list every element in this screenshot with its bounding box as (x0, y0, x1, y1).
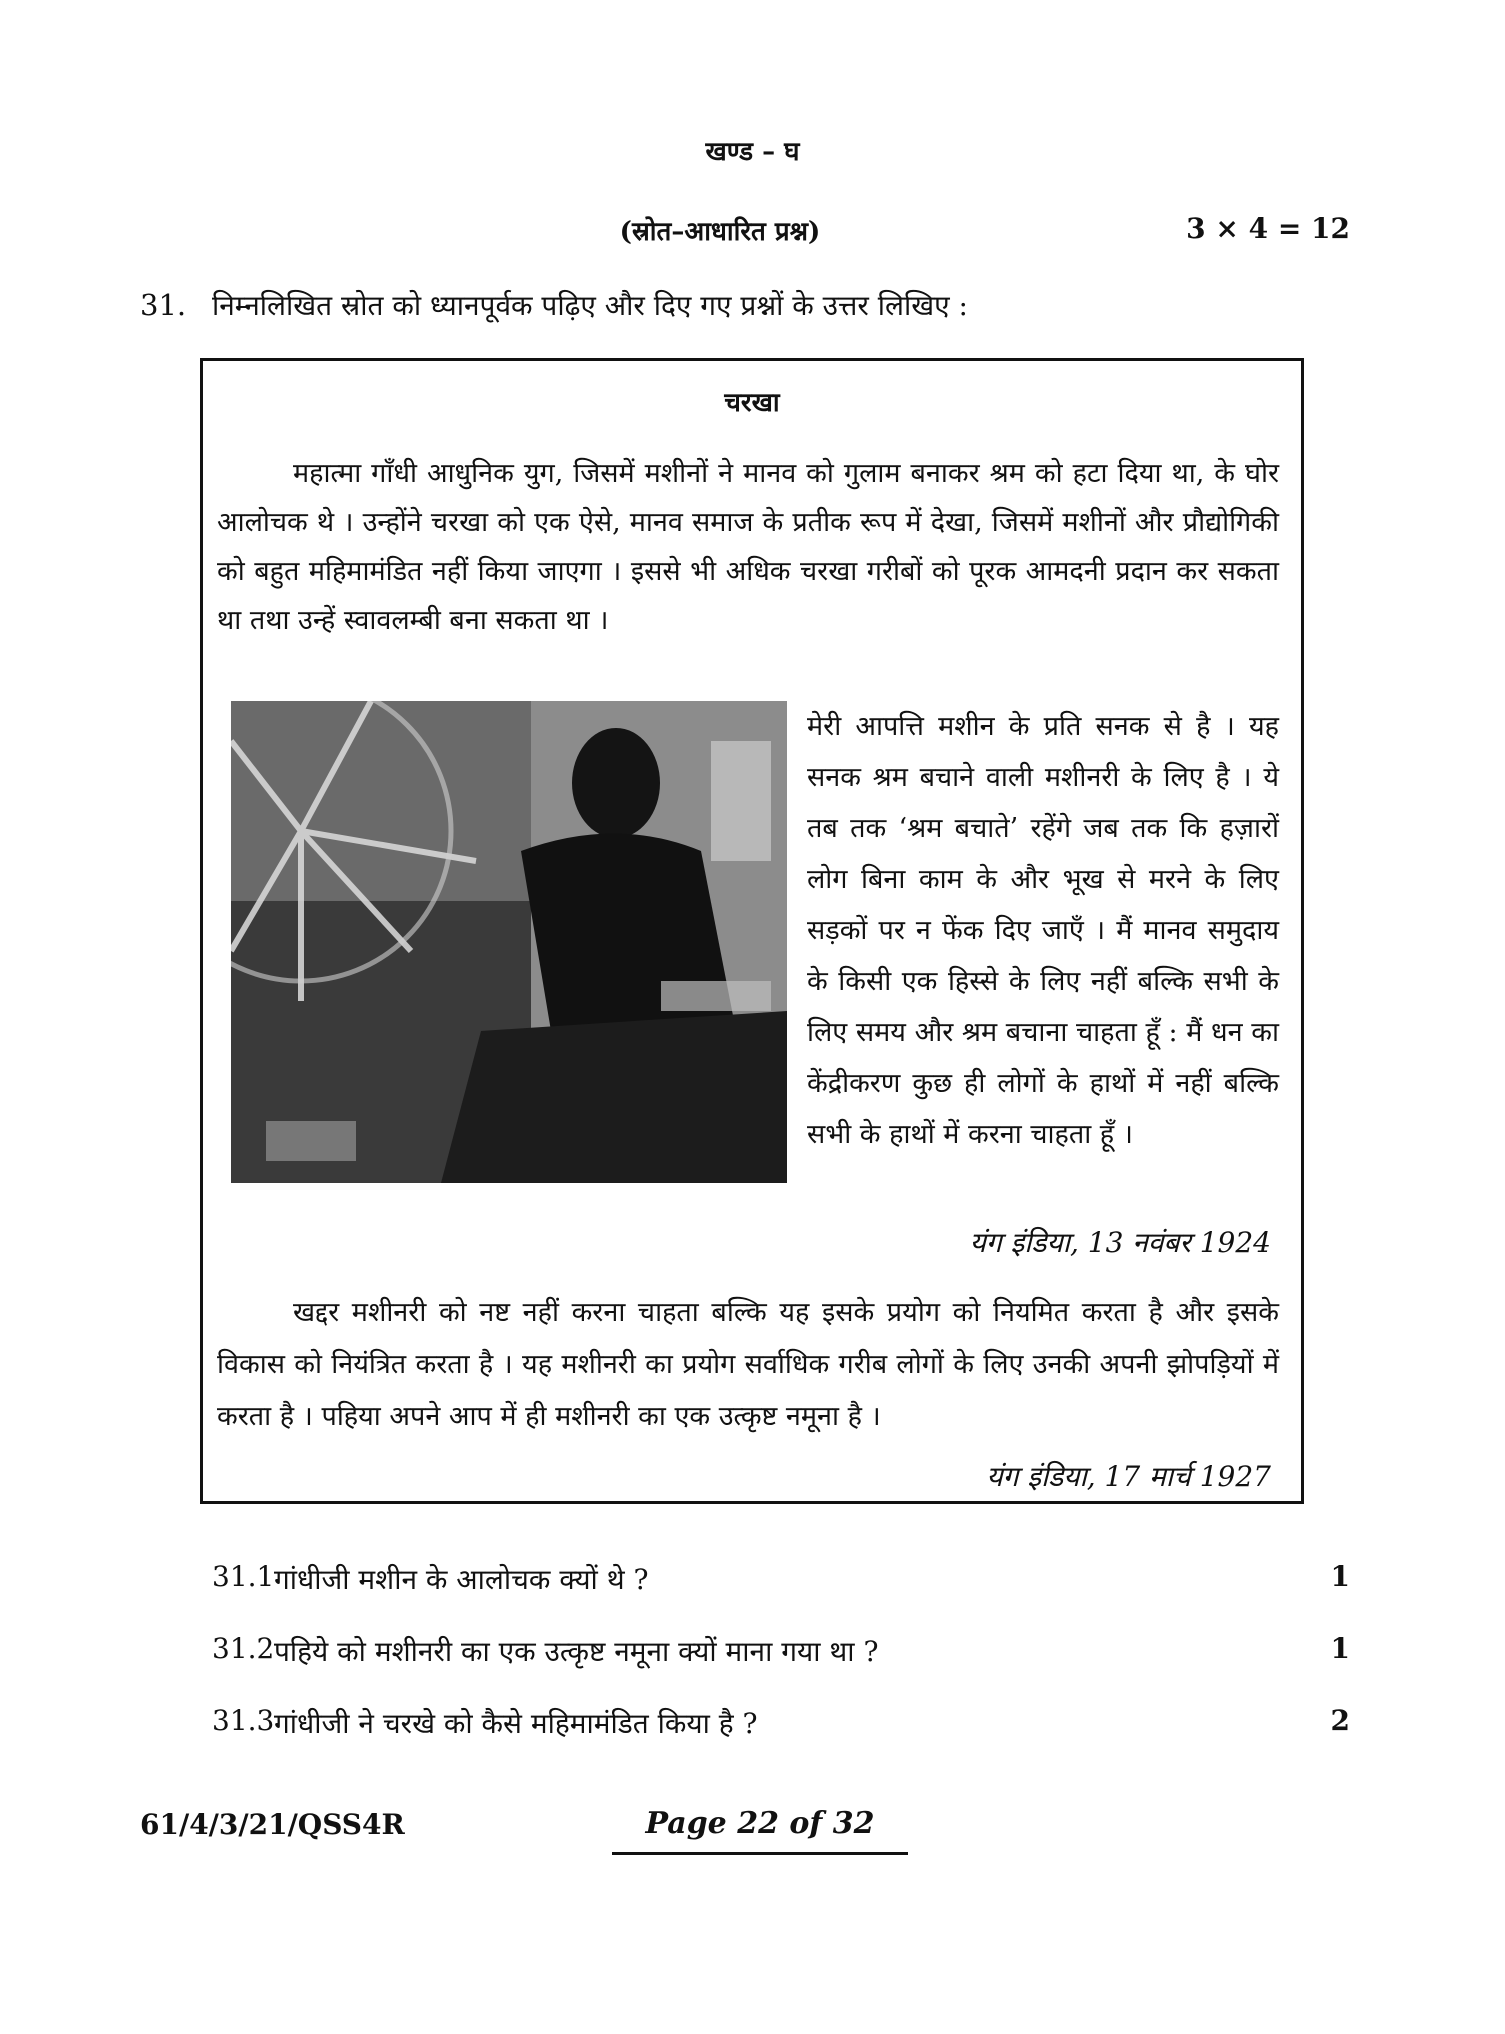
source-paragraph-2: खद्दर मशीनरी को नष्ट नहीं करना चाहता बल्कि यह इसके प्रयोग को नियमित करता है और इसके विकास को नियंत्रित करता है । यह मशीनरी का प्रयोग सर्वाधिक गरीब लोगों के लिए उनकी अपनी झोपड़ियों में करता है । पहिया अपने आप में ही मशीनरी का एक उत्कृष्ट नमूना है । (217, 1297, 1279, 1432)
section-title: खण्ड – घ (705, 137, 800, 167)
quote-citation: यंग इंडिया, 13 नवंबर 1924 (969, 1226, 1271, 1259)
paragraph-2-citation: यंग इंडिया, 17 मार्च 1927 (986, 1460, 1271, 1493)
subquestion-marks: 2 (1330, 1704, 1350, 1737)
source-box (200, 358, 1304, 1504)
subquestion-marks: 1 (1330, 1560, 1350, 1593)
paper-code: 61/4/3/21/QSS4R (140, 1808, 405, 1841)
subquestion-marks: 1 (1330, 1632, 1350, 1665)
gandhi-quote: मेरी आपत्ति मशीन के प्रति सनक से है । यह सनक श्रम बचाने वाली मशीनरी के लिए है । ये तब तक ‘श्रम बचाते’ रहेंगे जब तक कि हज़ारों लोग बिना काम के और भूख से मरने के लिए सड़कों पर न फेंक दिए जाएँ । मैं मानव समुदाय के किसी एक हिस्से के लिए नहीं बल्कि सभी के लिए समय और श्रम बचाना चाहता हूँ : मैं धन का केंद्रीकरण कुछ ही लोगों के हाथों में नहीं बल्कि सभी के हाथों में करना चाहता हूँ । (807, 711, 1279, 1150)
subquestion-text: गांधीजी मशीन के आलोचक क्यों थे ? (274, 1563, 649, 1596)
question-number: 31. (140, 288, 187, 322)
subquestion-31-2 (212, 1632, 1350, 1672)
source-title: चरखा (724, 388, 780, 418)
source-paragraph-1: महात्मा गाँधी आधुनिक युग, जिसमें मशीनों ने मानव को गुलाम बनाकर श्रम को हटा दिया था, के घोर आलोचक थे । उन्होंने चरखा को एक ऐसे, मानव समाज के प्रतीक रूप में देखा, जिसमें मशीनों और प्रौद्योगिकी को बहुत महिमामंडित नहीं किया जाएगा । इससे भी अधिक चरखा गरीबों को पूरक आमदनी प्रदान कर सकता था तथा उन्हें स्वावलम्बी बना सकता था । (217, 458, 1279, 636)
subquestion-number: 31.1 (212, 1560, 275, 1593)
page-number-underline (612, 1852, 908, 1855)
subquestion-31-1 (212, 1560, 1350, 1600)
section-subtitle: (स्रोत–आधारित प्रश्न) (619, 217, 821, 247)
spinning-wheel-photo (231, 701, 787, 1183)
subquestion-number: 31.2 (212, 1632, 275, 1665)
page-number: Page 22 of 32 (645, 1806, 875, 1841)
subquestion-text: पहिये को मशीनरी का एक उत्कृष्ट नमूना क्यों माना गया था ? (274, 1635, 879, 1668)
subquestion-31-3 (212, 1704, 1350, 1744)
question-instruction: निम्नलिखित स्रोत को ध्यानपूर्वक पढ़िए और दिए गए प्रश्नों के उत्तर लिखिए : (212, 289, 968, 322)
section-marks: 3 × 4 = 12 (1186, 212, 1350, 245)
subquestion-text: गांधीजी ने चरखे को कैसे महिमामंडित किया है ? (274, 1707, 758, 1740)
subquestion-number: 31.3 (212, 1704, 275, 1737)
